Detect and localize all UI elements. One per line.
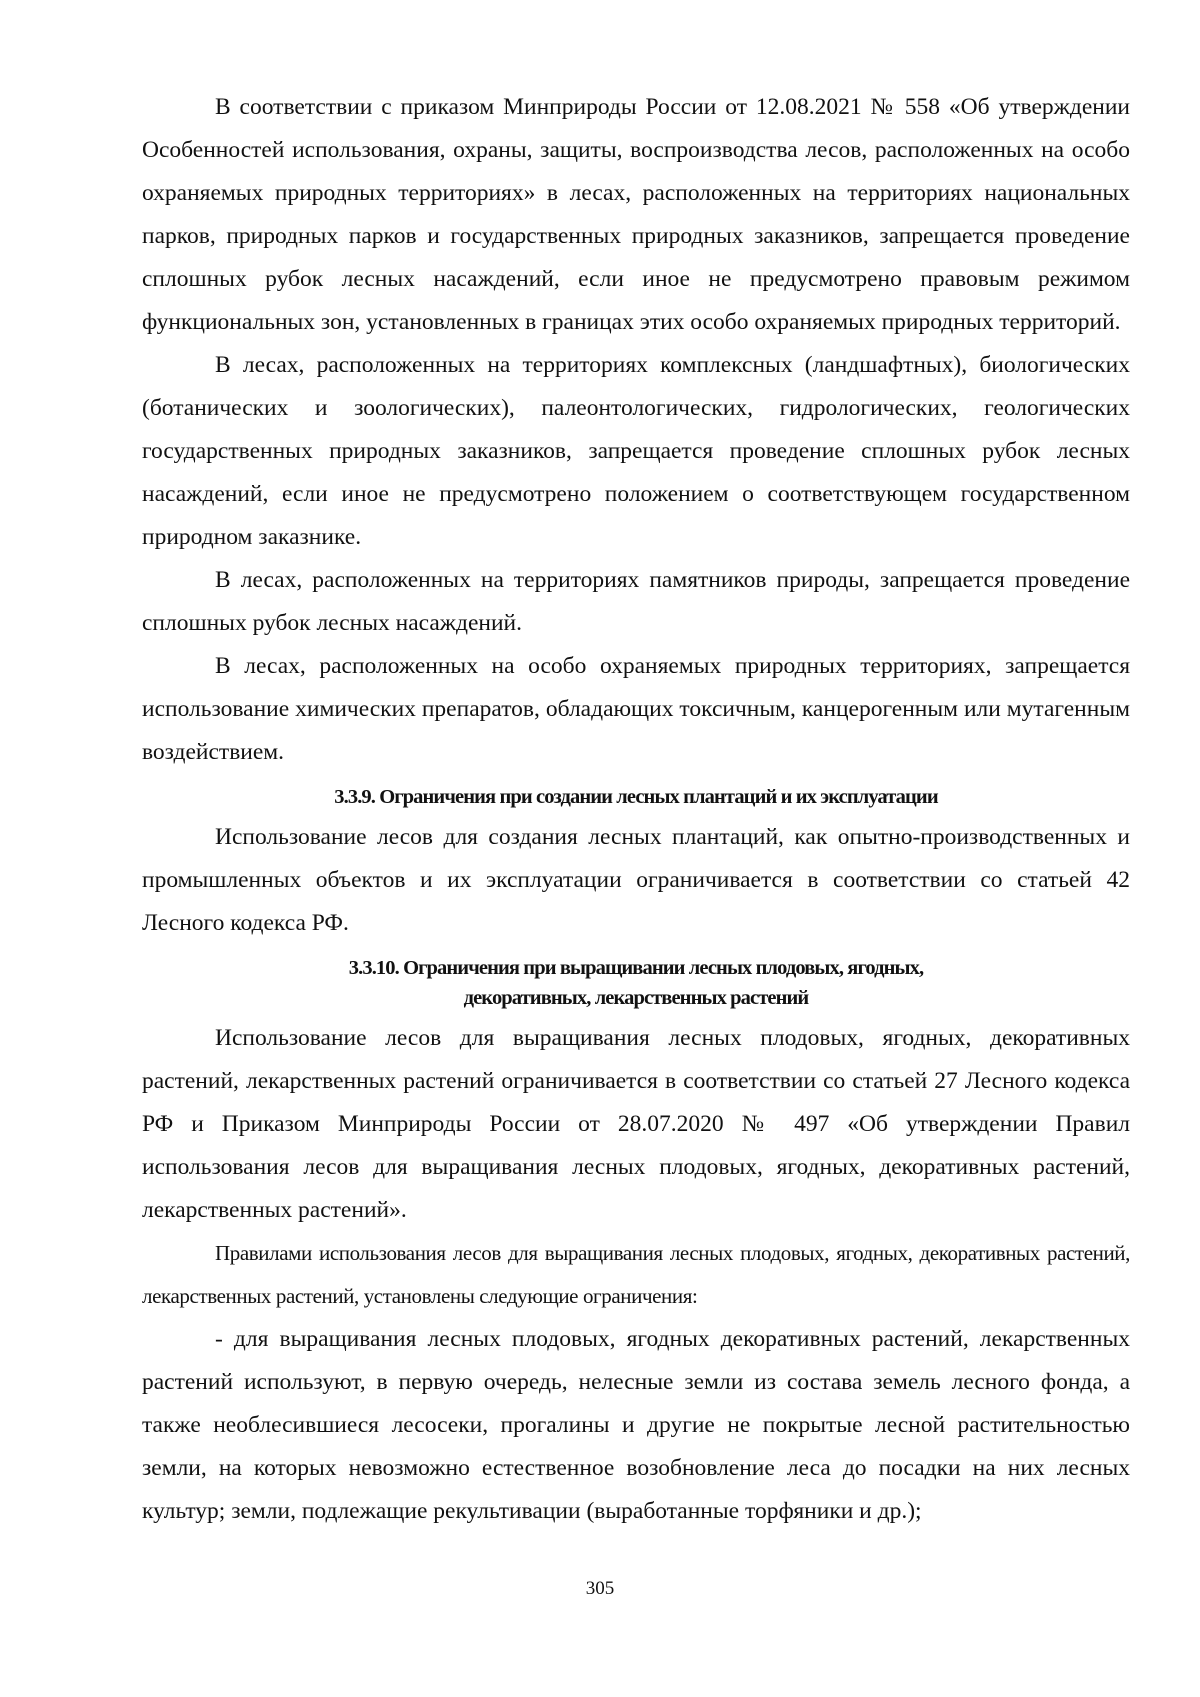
paragraph-order-558: В соответствии с приказом Минприроды России от 12.08.2021 № 558 «Об утверждении Особенностей использования, охраны, защиты, воспроизводства лесов, расположенных на особо охраняемых природных территориях» в лесах, расположенных на территориях национальных парков, природных парков и государственных природных заказников, запрещается проведение сплошных рубок лесных насаждений, если иное не предусмотрено правовым режимом функциональных зон, установленных в границах этих особо охраняемых природных территорий. <box>142 94 1130 335</box>
section-heading-3-3-9 <box>142 782 1130 812</box>
paragraph-plantations: Использование лесов для создания лесных плантаций, как опытно-производственных и промышленных объектов и их эксплуатации ограничивается в соответствии со статьей 42 Лесного кодекса РФ. <box>142 824 1130 936</box>
section-heading-3-3-9-text: 3.3.9. Ограничения при создании лесных плантаций и их эксплуатации <box>334 786 938 808</box>
paragraph-natural-monuments: В лесах, расположенных на территориях памятников природы, запрещается проведение сплошных рубок лесных насаждений. <box>142 567 1130 636</box>
page-number: 305 <box>585 1578 615 1599</box>
paragraph-reserves: В лесах, расположенных на территориях комплексных (ландшафтных), биологических (ботанических и зоологических), палеонтологических, гидрологических, геологических государственных природных заказников, запрещается проведение сплошных рубок лесных насаждений, если иное не предусмотрено положением о соответствующем государственном природном заказнике. <box>142 352 1130 550</box>
list-item-land-use: - для выращивания лесных плодовых, ягодных декоративных растений, лекарственных растений используют, в первую очередь, нелесные земли из состава земель лесного фонда, а также необлесившиеся лесосеки, прогалины и другие не покрытые лесной растительностью земли, на которых невозможно естественное возобновление леса до посадки на них лесных культур; земли, подлежащие рекультивации (выработанные торфяники и др.); <box>142 1326 1130 1524</box>
page-body <box>142 86 1130 1533</box>
section-heading-3-3-10-line1: 3.3.10. Ограничения при выращивании лесных плодовых, ягодных, <box>348 957 924 979</box>
paragraph-rules-restrictions: Правилами использования лесов для выращивания лесных плодовых, ягодных, декоративных растений, лекарственных растений, установлены следующие ограничения: <box>142 1241 1130 1308</box>
section-heading-3-3-10-line2: декоративных, лекарственных растений <box>463 987 809 1009</box>
section-heading-3-3-10 <box>142 953 1130 1013</box>
paragraph-chemicals: В лесах, расположенных на особо охраняемых природных территориях, запрещается использование химических препаратов, обладающих токсичным, канцерогенным или мутагенным воздействием. <box>142 653 1130 765</box>
paragraph-growing-plants: Использование лесов для выращивания лесных плодовых, ягодных, декоративных растений, лекарственных растений ограничивается в соответствии со статьей 27 Лесного кодекса РФ и Приказом Минприроды России от 28.07.2020 № 497 «Об утверждении Правил использования лесов для выращивания лесных плодовых, ягодных, декоративных растений, лекарственных растений». <box>142 1025 1130 1223</box>
